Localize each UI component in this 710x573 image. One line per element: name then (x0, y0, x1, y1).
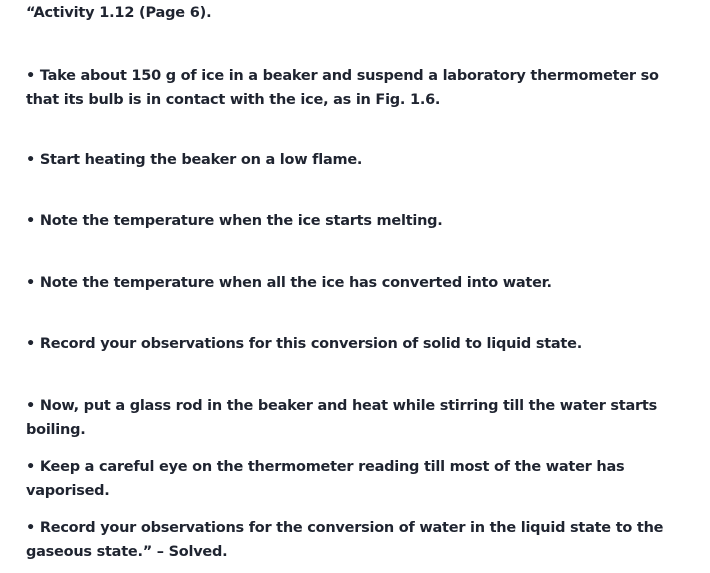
step-paragraph-3: • Note the temperature when the ice starts melting. (26, 213, 443, 229)
step-paragraph-4: • Note the temperature when all the ice has converted into water. (26, 275, 552, 291)
step-paragraph-8: • Record your observations for the conversion of water in the liquid state to the gaseous state.” – Solved. (26, 520, 664, 560)
step-paragraph-1: • Take about 150 g of ice in a beaker and suspend a laboratory thermometer so that its bulb is in contact with the ice, as in Fig. 1.6. (26, 68, 659, 108)
step-paragraph-7: • Keep a careful eye on the thermometer reading till most of the water has vaporised. (26, 459, 625, 499)
step-paragraph-6: • Now, put a glass rod in the beaker and heat while stirring till the water starts boiling. (26, 398, 657, 438)
step-paragraph-5: • Record your observations for this conversion of solid to liquid state. (26, 336, 582, 352)
step-paragraph-2: • Start heating the beaker on a low flame. (26, 152, 363, 168)
activity-heading: “Activity 1.12 (Page 6). (26, 5, 212, 21)
